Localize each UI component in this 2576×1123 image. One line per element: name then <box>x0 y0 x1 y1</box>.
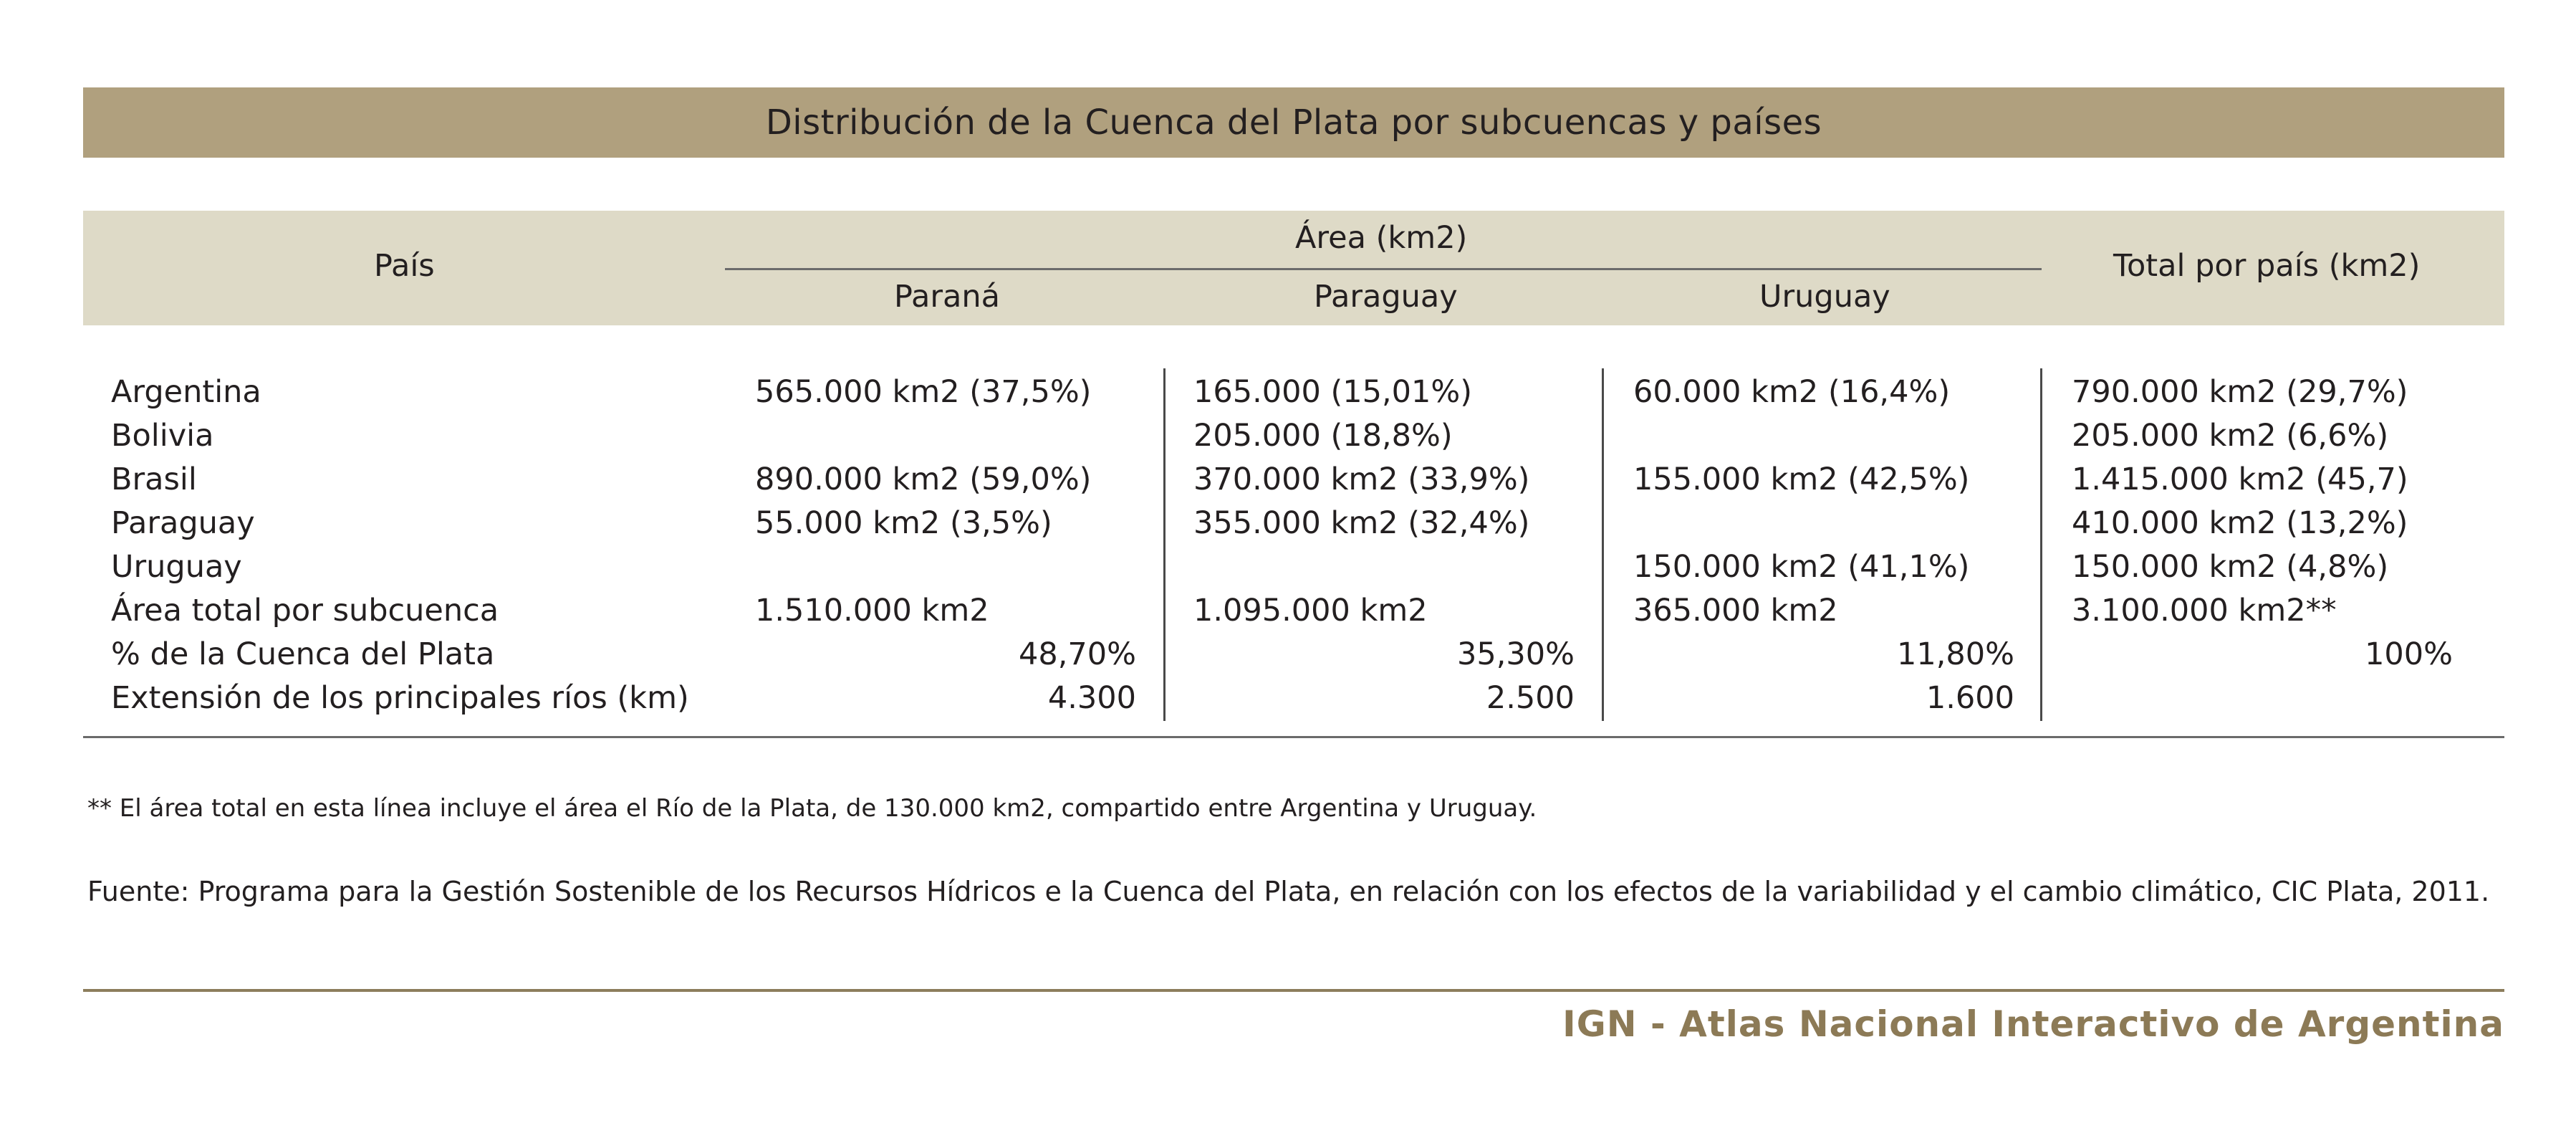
table-cell-parana: 565.000 km2 (37,5%) <box>755 374 1092 410</box>
row-label: Brasil <box>111 462 197 497</box>
table-title-bar <box>83 87 2504 158</box>
table-cell-uruguay: 155.000 km2 (42,5%) <box>1633 462 1970 497</box>
table-cell-paraguay: 355.000 km2 (32,4%) <box>1193 505 1530 541</box>
table-title: Distribución de la Cuenca del Plata por subcuencas y países <box>765 102 1822 143</box>
footnote: ** El área total en esta línea incluye el área el Río de la Plata, de 130.000 km2, compartido entre Argentina y Uruguay. <box>87 794 1537 823</box>
table-cell-paraguay: 370.000 km2 (33,9%) <box>1193 462 1530 497</box>
column-divider-3 <box>2040 368 2042 721</box>
table-cell-uruguay: 60.000 km2 (16,4%) <box>1633 374 1951 410</box>
header-uruguay: Uruguay <box>1759 279 1890 315</box>
row-label: Extensión de los principales ríos (km) <box>111 680 689 716</box>
header-total: Total por país (km2) <box>2113 248 2421 284</box>
footer-rule <box>83 989 2504 992</box>
row-label: Uruguay <box>111 549 242 585</box>
table-cell-parana: 4.300 <box>1047 680 1136 716</box>
table-cell-parana: 890.000 km2 (59,0%) <box>755 462 1092 497</box>
table-cell-uruguay: 1.600 <box>1926 680 2014 716</box>
table-cell-uruguay: 150.000 km2 (41,1%) <box>1633 549 1970 585</box>
header-group-divider <box>725 268 2042 270</box>
table-cell-uruguay: 11,80% <box>1897 636 2014 672</box>
table-cell-total: 205.000 km2 (6,6%) <box>2072 418 2389 454</box>
table-cell-paraguay: 35,30% <box>1457 636 1575 672</box>
table-cell-total: 410.000 km2 (13,2%) <box>2072 505 2408 541</box>
column-divider-2 <box>1602 368 1604 721</box>
table-cell-parana: 1.510.000 km2 <box>755 593 989 629</box>
table-cell-total: 150.000 km2 (4,8%) <box>2072 549 2389 585</box>
table-cell-uruguay: 365.000 km2 <box>1633 593 1838 629</box>
table-cell-parana: 48,70% <box>1019 636 1136 672</box>
header-area-group: Área (km2) <box>1295 220 1468 256</box>
table-cell-parana: 55.000 km2 (3,5%) <box>755 505 1052 541</box>
table-cell-paraguay: 165.000 (15,01%) <box>1193 374 1472 410</box>
table-cell-total: 790.000 km2 (29,7%) <box>2072 374 2408 410</box>
footer-brand: IGN - Atlas Nacional Interactivo de Argentina <box>1562 1003 2504 1045</box>
row-label: Área total por subcuenca <box>111 593 499 629</box>
table-cell-total: 100% <box>2365 636 2453 672</box>
row-label: Argentina <box>111 374 261 410</box>
header-paraguay: Paraguay <box>1314 279 1458 315</box>
table-bottom-rule <box>83 736 2504 738</box>
row-label: Paraguay <box>111 505 255 541</box>
header-pais: País <box>374 248 435 284</box>
header-parana: Paraná <box>894 279 1000 315</box>
row-label: Bolivia <box>111 418 214 454</box>
table-cell-total: 1.415.000 km2 (45,7) <box>2072 462 2408 497</box>
table-cell-paraguay: 1.095.000 km2 <box>1193 593 1428 629</box>
source-note: Fuente: Programa para la Gestión Sostenible de los Recursos Hídricos e la Cuenca del Plata, en relación con los efectos de la variabilidad y el cambio climático, CIC Plata, 2011. <box>87 876 2490 907</box>
table-cell-total: 3.100.000 km2** <box>2072 593 2337 629</box>
column-divider-1 <box>1163 368 1166 721</box>
table-cell-paraguay: 2.500 <box>1486 680 1575 716</box>
row-label: % de la Cuenca del Plata <box>111 636 495 672</box>
table-cell-paraguay: 205.000 (18,8%) <box>1193 418 1453 454</box>
